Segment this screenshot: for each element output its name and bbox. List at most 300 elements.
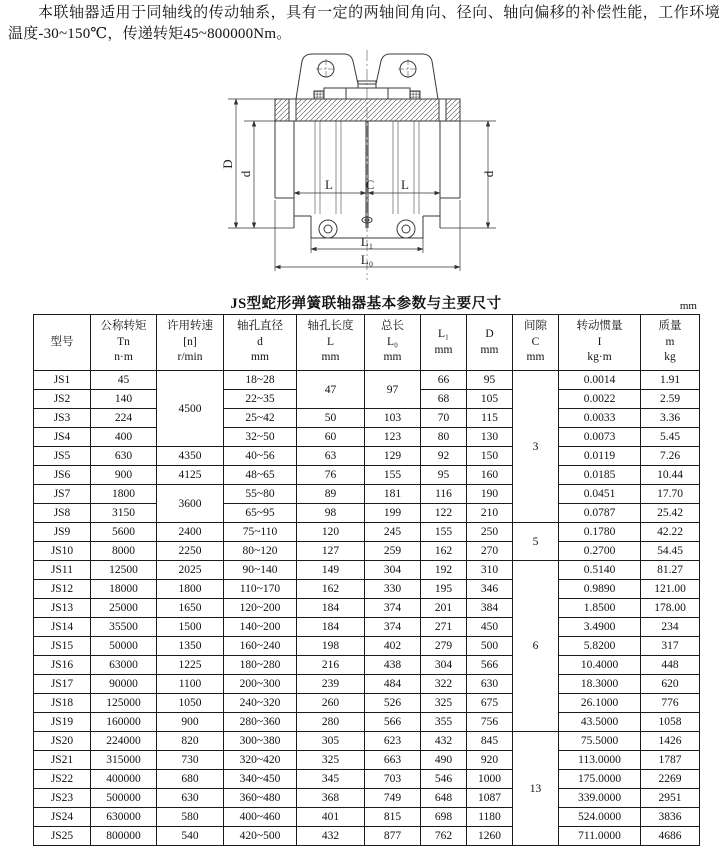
table-row-js18 [34, 694, 700, 713]
cell-allowable-speed: 630 [157, 789, 224, 808]
cell-mass: 121.00 [641, 580, 700, 599]
coupling-outline [275, 54, 460, 238]
cell-mass: 1426 [641, 732, 700, 751]
cell-allowable-speed: 680 [157, 770, 224, 789]
table-row-js25 [34, 827, 700, 846]
cell-outer-diameter: 210 [467, 504, 513, 523]
cell-inertia: 75.5000 [559, 732, 641, 751]
cell-model: JS3 [34, 409, 91, 428]
cell-outer-diameter: 1180 [467, 808, 513, 827]
header-outer-diameter [467, 315, 513, 371]
cell-inertia: 0.0787 [559, 504, 641, 523]
cell-l1-dim: 80 [421, 428, 467, 447]
table-row-js13 [34, 599, 700, 618]
table-row-js7 [34, 485, 700, 504]
dim-label-d-left: d [238, 170, 253, 178]
cell-total-length: 703 [365, 770, 421, 789]
cell-bore-length: 239 [297, 675, 365, 694]
cell-mass: 234 [641, 618, 700, 637]
cell-total-length: 438 [365, 656, 421, 675]
cell-allowable-speed: 2250 [157, 542, 224, 561]
dim-label-C: C [365, 177, 375, 192]
cell-nominal-torque: 140 [91, 390, 157, 409]
header-line: mm [383, 351, 402, 364]
cell-bore-diameter: 18~28 [224, 371, 297, 390]
cell-nominal-torque: 12500 [91, 561, 157, 580]
cell-outer-diameter: 675 [467, 694, 513, 713]
cell-bore-diameter: 65~95 [224, 504, 297, 523]
cell-bore-length: 368 [297, 789, 365, 808]
table-row-js19 [34, 713, 700, 732]
table-row-js17 [34, 675, 700, 694]
cell-inertia: 339.0000 [559, 789, 641, 808]
header-line: 质量 [658, 320, 682, 333]
cell-bore-length: 345 [297, 770, 365, 789]
table-row-js15 [34, 637, 700, 656]
cell-outer-diameter: 920 [467, 751, 513, 770]
intro-paragraph: 本联轴器适用于同轴线的传动轴系，具有一定的两轴间角向、径向、轴向偏移的补偿性能，工作环境温度-30~150℃，传递转矩45~800000Nm。 [8, 5, 720, 42]
cell-model: JS16 [34, 656, 91, 675]
cell-model: JS13 [34, 599, 91, 618]
cell-bore-diameter: 40~56 [224, 447, 297, 466]
cell-mass: 776 [641, 694, 700, 713]
cell-nominal-torque: 3150 [91, 504, 157, 523]
cell-inertia: 0.0185 [559, 466, 641, 485]
cell-total-length: 199 [365, 504, 421, 523]
header-line: 许用转速 [167, 320, 213, 333]
cell-bore-length: 325 [297, 751, 365, 770]
cell-total-length: 103 [365, 409, 421, 428]
cell-nominal-torque: 90000 [91, 675, 157, 694]
cell-l1-dim: 66 [421, 371, 467, 390]
cell-total-length: 374 [365, 618, 421, 637]
coupling-diagram [178, 48, 550, 290]
header-bore-length [297, 315, 365, 371]
cell-model: JS14 [34, 618, 91, 637]
cell-mass: 2.59 [641, 390, 700, 409]
cell-model: JS12 [34, 580, 91, 599]
header-line: r/min [177, 351, 203, 364]
cell-outer-diameter: 115 [467, 409, 513, 428]
cell-allowable-speed: 1100 [157, 675, 224, 694]
cell-nominal-torque: 125000 [91, 694, 157, 713]
cell-mass: 5.45 [641, 428, 700, 447]
cell-model: JS9 [34, 523, 91, 542]
header-line: mm [251, 351, 269, 364]
cell-allowable-speed: 1050 [157, 694, 224, 713]
header-line: mm [480, 343, 499, 356]
cell-bore-length: 280 [297, 713, 365, 732]
cell-inertia: 0.0033 [559, 409, 641, 428]
cell-mass: 1787 [641, 751, 700, 770]
cell-model: JS7 [34, 485, 91, 504]
cell-outer-diameter: 105 [467, 390, 513, 409]
dim-label-L0: L₀ [360, 252, 374, 267]
header-total-length [365, 315, 421, 371]
cell-mass: 4686 [641, 827, 700, 846]
cell-nominal-torque: 224 [91, 409, 157, 428]
cell-outer-diameter: 270 [467, 542, 513, 561]
cell-bore-length: 184 [297, 599, 365, 618]
cell-inertia: 113.0000 [559, 751, 641, 770]
dim-label-L-left: L [325, 177, 333, 192]
cell-outer-diameter: 346 [467, 580, 513, 599]
cell-outer-diameter: 190 [467, 485, 513, 504]
header-line: 转动惯量 [576, 320, 623, 333]
table-caption-row [33, 292, 699, 312]
cell-nominal-torque: 63000 [91, 656, 157, 675]
cell-allowable-speed: 540 [157, 827, 224, 846]
cell-mass: 10.44 [641, 466, 700, 485]
cell-inertia: 0.5140 [559, 561, 641, 580]
cell-nominal-torque: 45 [91, 371, 157, 390]
table-row-js11 [34, 561, 700, 580]
table-row-js12 [34, 580, 700, 599]
cell-bore-diameter: 160~240 [224, 637, 297, 656]
cell-outer-diameter: 130 [467, 428, 513, 447]
cell-model: JS23 [34, 789, 91, 808]
header-line: D [485, 327, 494, 340]
cell-nominal-torque: 900 [91, 466, 157, 485]
cell-nominal-torque: 224000 [91, 732, 157, 751]
header-line: 型号 [50, 335, 74, 348]
cell-model: JS25 [34, 827, 91, 846]
cell-total-length: 402 [365, 637, 421, 656]
cell-bore-length: 76 [297, 466, 365, 485]
table-row-js24 [34, 808, 700, 827]
cell-bore-diameter: 360~480 [224, 789, 297, 808]
cell-model: JS21 [34, 751, 91, 770]
cell-bore-length: 432 [297, 827, 365, 846]
header-line: L₁ [437, 327, 450, 340]
cell-model: JS8 [34, 504, 91, 523]
cell-bore-length: 216 [297, 656, 365, 675]
cell-total-length: 330 [365, 580, 421, 599]
cell-total-length: 749 [365, 789, 421, 808]
cell-l1-dim: 698 [421, 808, 467, 827]
cell-model: JS20 [34, 732, 91, 751]
header-clearance [513, 315, 559, 371]
cell-l1-dim: 490 [421, 751, 467, 770]
cell-mass: 3836 [641, 808, 700, 827]
cell-l1-dim: 355 [421, 713, 467, 732]
cell-allowable-speed: 2400 [157, 523, 224, 542]
cell-total-length: 484 [365, 675, 421, 694]
cell-l1-dim: 271 [421, 618, 467, 637]
header-allowable-speed [157, 315, 224, 371]
cell-bore-length: 127 [297, 542, 365, 561]
cell-outer-diameter: 630 [467, 675, 513, 694]
header-line: mm [526, 351, 545, 364]
cell-inertia: 0.0451 [559, 485, 641, 504]
cell-inertia: 10.4000 [559, 656, 641, 675]
cell-l1-dim: 122 [421, 504, 467, 523]
table-row-js20 [34, 732, 700, 751]
cell-l1-dim: 432 [421, 732, 467, 751]
cell-total-length: 245 [365, 523, 421, 542]
cell-total-length: 663 [365, 751, 421, 770]
table-row-js8 [34, 504, 700, 523]
cell-l1-dim: 322 [421, 675, 467, 694]
dim-label-d-right: d [481, 170, 496, 178]
cell-nominal-torque: 500000 [91, 789, 157, 808]
coupling-drawing-svg [178, 48, 550, 290]
cell-l1-dim: 70 [421, 409, 467, 428]
cell-model: JS19 [34, 713, 91, 732]
cell-model: JS2 [34, 390, 91, 409]
cell-l1-dim: 92 [421, 447, 467, 466]
cell-model: JS5 [34, 447, 91, 466]
cell-bore-diameter: 110~170 [224, 580, 297, 599]
cell-outer-diameter: 310 [467, 561, 513, 580]
cell-nominal-torque: 8000 [91, 542, 157, 561]
cell-mass: 54.45 [641, 542, 700, 561]
cell-inertia: 1.8500 [559, 599, 641, 618]
dim-label-L-right: L [401, 177, 409, 192]
cell-bore-length: 98 [297, 504, 365, 523]
cell-inertia: 18.3000 [559, 675, 641, 694]
cell-l1-dim: 325 [421, 694, 467, 713]
cell-total-length: 877 [365, 827, 421, 846]
cell-total-length: 623 [365, 732, 421, 751]
cell-outer-diameter: 1260 [467, 827, 513, 846]
table-row-js4 [34, 428, 700, 447]
cell-nominal-torque: 25000 [91, 599, 157, 618]
header-nominal-torque [91, 315, 157, 371]
cell-total-length: 815 [365, 808, 421, 827]
cell-model: JS4 [34, 428, 91, 447]
table-row-js3 [34, 409, 700, 428]
cell-bore-length: 401 [297, 808, 365, 827]
cell-bore-diameter: 25~42 [224, 409, 297, 428]
cell-bore-length: 50 [297, 409, 365, 428]
table-unit-note: mm [679, 300, 697, 312]
header-mass [641, 315, 700, 371]
cell-l1-dim: 546 [421, 770, 467, 789]
cell-nominal-torque: 400000 [91, 770, 157, 789]
cell-bore-diameter: 55~80 [224, 485, 297, 504]
table-row-js5 [34, 447, 700, 466]
header-inertia [559, 315, 641, 371]
cell-l1-dim: 195 [421, 580, 467, 599]
cell-l1-dim: 95 [421, 466, 467, 485]
cell-model: JS11 [34, 561, 91, 580]
cell-l1-dim: 762 [421, 827, 467, 846]
cell-total-length: 304 [365, 561, 421, 580]
table-title: JS型蛇形弹簧联轴器基本参数与主要尺寸 [230, 296, 502, 312]
cell-bore-length: 149 [297, 561, 365, 580]
cell-total-length: 97 [365, 371, 421, 409]
cell-inertia: 0.9890 [559, 580, 641, 599]
cell-inertia: 43.5000 [559, 713, 641, 732]
cell-bore-diameter: 32~50 [224, 428, 297, 447]
cell-total-length: 374 [365, 599, 421, 618]
cell-bore-diameter: 22~35 [224, 390, 297, 409]
cell-outer-diameter: 756 [467, 713, 513, 732]
cell-mass: 25.42 [641, 504, 700, 523]
cell-nominal-torque: 18000 [91, 580, 157, 599]
header-model [34, 315, 91, 371]
cell-inertia: 0.1780 [559, 523, 641, 542]
header-line: C [531, 335, 540, 348]
cell-l1-dim: 279 [421, 637, 467, 656]
cell-mass: 1058 [641, 713, 700, 732]
cell-mass: 3.36 [641, 409, 700, 428]
cell-model: JS10 [34, 542, 91, 561]
cell-bore-length: 89 [297, 485, 365, 504]
table-row-js23 [34, 789, 700, 808]
cell-allowable-speed: 730 [157, 751, 224, 770]
cell-total-length: 526 [365, 694, 421, 713]
cell-bore-length: 162 [297, 580, 365, 599]
cell-mass: 2269 [641, 770, 700, 789]
cell-l1-dim: 68 [421, 390, 467, 409]
cell-bore-length: 47 [297, 371, 365, 409]
cell-bore-length: 120 [297, 523, 365, 542]
cell-inertia: 5.8200 [559, 637, 641, 656]
cell-mass: 2951 [641, 789, 700, 808]
cell-inertia: 0.0022 [559, 390, 641, 409]
cell-bore-diameter: 140~200 [224, 618, 297, 637]
header-line: kg [664, 351, 676, 364]
header-line: L₀ [386, 335, 399, 348]
cell-l1-dim: 155 [421, 523, 467, 542]
table-row-js1 [34, 371, 700, 390]
cell-bore-length: 184 [297, 618, 365, 637]
cell-allowable-speed: 4350 [157, 447, 224, 466]
cell-bore-diameter: 340~450 [224, 770, 297, 789]
cell-clearance: 13 [513, 732, 559, 846]
cell-l1-dim: 304 [421, 656, 467, 675]
cell-inertia: 0.2700 [559, 542, 641, 561]
cell-outer-diameter: 150 [467, 447, 513, 466]
cell-total-length: 259 [365, 542, 421, 561]
header-line: 轴孔长度 [307, 320, 354, 333]
cell-clearance: 3 [513, 371, 559, 523]
header-line: d [257, 335, 263, 348]
cell-bore-length: 305 [297, 732, 365, 751]
header-l1-dim [421, 315, 467, 371]
table-row-js14 [34, 618, 700, 637]
cell-l1-dim: 162 [421, 542, 467, 561]
cell-bore-length: 198 [297, 637, 365, 656]
cell-allowable-speed: 3600 [157, 485, 224, 523]
cell-bore-diameter: 420~500 [224, 827, 297, 846]
header-line: 公称转矩 [100, 320, 147, 333]
table-row-js9 [34, 523, 700, 542]
cell-allowable-speed: 900 [157, 713, 224, 732]
header-line: [n] [183, 335, 197, 348]
cell-allowable-speed: 1500 [157, 618, 224, 637]
cell-mass: 317 [641, 637, 700, 656]
cell-allowable-speed: 4125 [157, 466, 224, 485]
cell-bore-length: 60 [297, 428, 365, 447]
cell-nominal-torque: 5600 [91, 523, 157, 542]
header-line: L [326, 335, 335, 348]
cell-total-length: 129 [365, 447, 421, 466]
header-line: I [597, 335, 602, 348]
cell-l1-dim: 648 [421, 789, 467, 808]
cell-inertia: 0.0119 [559, 447, 641, 466]
cell-l1-dim: 201 [421, 599, 467, 618]
header-line: Tn [117, 335, 130, 348]
cell-outer-diameter: 450 [467, 618, 513, 637]
cell-clearance: 5 [513, 523, 559, 561]
cell-bore-length: 260 [297, 694, 365, 713]
cell-bore-diameter: 90~140 [224, 561, 297, 580]
cell-outer-diameter: 566 [467, 656, 513, 675]
cell-model: JS6 [34, 466, 91, 485]
cell-mass: 17.70 [641, 485, 700, 504]
cell-inertia: 3.4900 [559, 618, 641, 637]
cell-mass: 620 [641, 675, 700, 694]
cell-bore-diameter: 75~110 [224, 523, 297, 542]
cell-model: JS24 [34, 808, 91, 827]
cell-outer-diameter: 160 [467, 466, 513, 485]
header-row [34, 315, 700, 371]
table-row-js16 [34, 656, 700, 675]
cell-outer-diameter: 500 [467, 637, 513, 656]
cell-bore-diameter: 48~65 [224, 466, 297, 485]
cell-nominal-torque: 800000 [91, 827, 157, 846]
cell-outer-diameter: 95 [467, 371, 513, 390]
cell-nominal-torque: 400 [91, 428, 157, 447]
cell-nominal-torque: 50000 [91, 637, 157, 656]
cell-bore-diameter: 300~380 [224, 732, 297, 751]
cell-nominal-torque: 630000 [91, 808, 157, 827]
cell-allowable-speed: 2025 [157, 561, 224, 580]
header-line: n·m [114, 351, 133, 364]
cell-allowable-speed: 1800 [157, 580, 224, 599]
cell-model: JS1 [34, 371, 91, 390]
header-line: m [665, 335, 675, 348]
cell-allowable-speed: 820 [157, 732, 224, 751]
table-row-js22 [34, 770, 700, 789]
cell-model: JS15 [34, 637, 91, 656]
cell-bore-diameter: 200~300 [224, 675, 297, 694]
cell-total-length: 155 [365, 466, 421, 485]
table-row-js21 [34, 751, 700, 770]
cell-bore-diameter: 240~320 [224, 694, 297, 713]
cell-outer-diameter: 1087 [467, 789, 513, 808]
cell-bore-diameter: 180~280 [224, 656, 297, 675]
cell-nominal-torque: 35500 [91, 618, 157, 637]
header-bore-diameter [224, 315, 297, 371]
cell-mass: 81.27 [641, 561, 700, 580]
cell-nominal-torque: 1800 [91, 485, 157, 504]
cell-allowable-speed: 580 [157, 808, 224, 827]
cell-bore-length: 63 [297, 447, 365, 466]
cell-mass: 448 [641, 656, 700, 675]
cell-clearance: 6 [513, 561, 559, 732]
cell-mass: 7.26 [641, 447, 700, 466]
cell-l1-dim: 116 [421, 485, 467, 504]
cell-inertia: 26.1000 [559, 694, 641, 713]
cell-nominal-torque: 315000 [91, 751, 157, 770]
cell-inertia: 0.0014 [559, 371, 641, 390]
cell-outer-diameter: 384 [467, 599, 513, 618]
cell-mass: 178.00 [641, 599, 700, 618]
cell-mass: 42.22 [641, 523, 700, 542]
cell-bore-diameter: 400~460 [224, 808, 297, 827]
cell-total-length: 566 [365, 713, 421, 732]
cell-allowable-speed: 1650 [157, 599, 224, 618]
header-line: 总长 [381, 320, 404, 333]
cell-allowable-speed: 1350 [157, 637, 224, 656]
cell-inertia: 711.0000 [559, 827, 641, 846]
header-line: 轴孔直径 [237, 320, 283, 333]
cell-inertia: 524.0000 [559, 808, 641, 827]
